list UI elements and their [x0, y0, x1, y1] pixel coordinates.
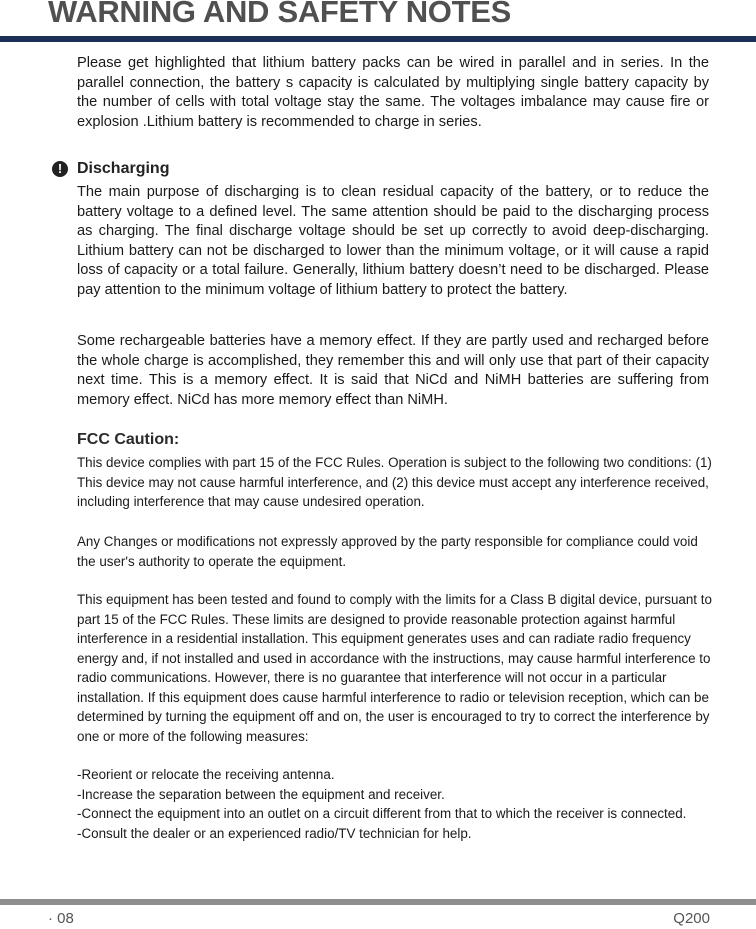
- discharging-heading: [52, 160, 169, 178]
- section-title: Discharging: [77, 160, 170, 177]
- fcc-paragraph-3: This equipment has been tested and found to comply with the limits for a Class B digital device, pursuant to part 15 of the FCC Rules. These limits are designed to provide reasonable protection against harmful interference in a residential installation. This equipment generates uses and can radiate radio frequency energy and, if not installed and used in accordance with the instructions, may cause harmful interference to radio communications. However, there is no guarantee that interference will not occur in a particular installation. If this equipment does cause harmful interference to radio or television reception, which can be determined by turning the equipment off and on, the user is encouraged to try to correct the interference by one or more of the following measures:: [77, 592, 712, 744]
- exclamation-circle-icon: !: [52, 161, 68, 177]
- list-item: -Connect the equipment into an outlet on a circuit different from that to which the receiver is connected.: [77, 806, 687, 821]
- list-item: -Reorient or relocate the receiving antenna.: [77, 767, 335, 782]
- intro-paragraph: Please get highlighted that lithium battery packs can be wired in parallel and in series. In the parallel connection, the battery s capacity is calculated by multiplying single battery capacity by the number of cells with total voltage stay the same. The voltages imbalance may cause fire or explosion .Lithium battery is recommended to charge in series.: [77, 55, 709, 130]
- footer-divider: [0, 899, 756, 905]
- fcc-caution-heading: FCC Caution:: [77, 431, 180, 448]
- fcc-paragraph-1: This device complies with part 15 of the FCC Rules. Operation is subject to the following two conditions: (1) This device may not cause harmful interference, and (2) this device must accept any interference received, including interference that may cause undesired operation.: [77, 455, 712, 509]
- list-item: -Consult the dealer or an experienced radio/TV technician for help.: [77, 825, 472, 841]
- title-divider: [0, 36, 756, 42]
- fcc-paragraph-2: Any Changes or modifications not expressly approved by the party responsible for compliance could void the user's authority to operate the equipment.: [77, 534, 698, 569]
- page-number: · 08: [48, 910, 74, 927]
- page-title: WARNING AND SAFETY NOTES: [48, 0, 511, 29]
- discharging-paragraph-2: Some rechargeable batteries have a memory effect. If they are partly used and recharged before the whole charge is accomplished, they remember this and will only use that part of their capacity next time. This is a memory effect. It is said that NiCd and NiMH batteries are suffering from memory effect. NiCd has more memory effect than NiMH.: [77, 333, 709, 408]
- list-item: -Increase the separation between the equipment and receiver.: [77, 786, 445, 802]
- model-label: Q200: [673, 910, 710, 927]
- discharging-paragraph-1: The main purpose of discharging is to clean residual capacity of the battery, or to reduce the battery voltage to a defined level. The same attention should be paid to the discharging process as charging. The final discharge voltage should be set up correctly to avoid deep-discharging. Lithium battery can not be discharged to lower than the minimum voltage, or it will cause a rapid loss of capacity or a total failure. Generally, lithium battery doesn’t need to be discharged. Please pay attention to the minimum voltage of lithium battery to protect the battery.: [77, 184, 709, 298]
- fcc-measures-list: [77, 765, 717, 843]
